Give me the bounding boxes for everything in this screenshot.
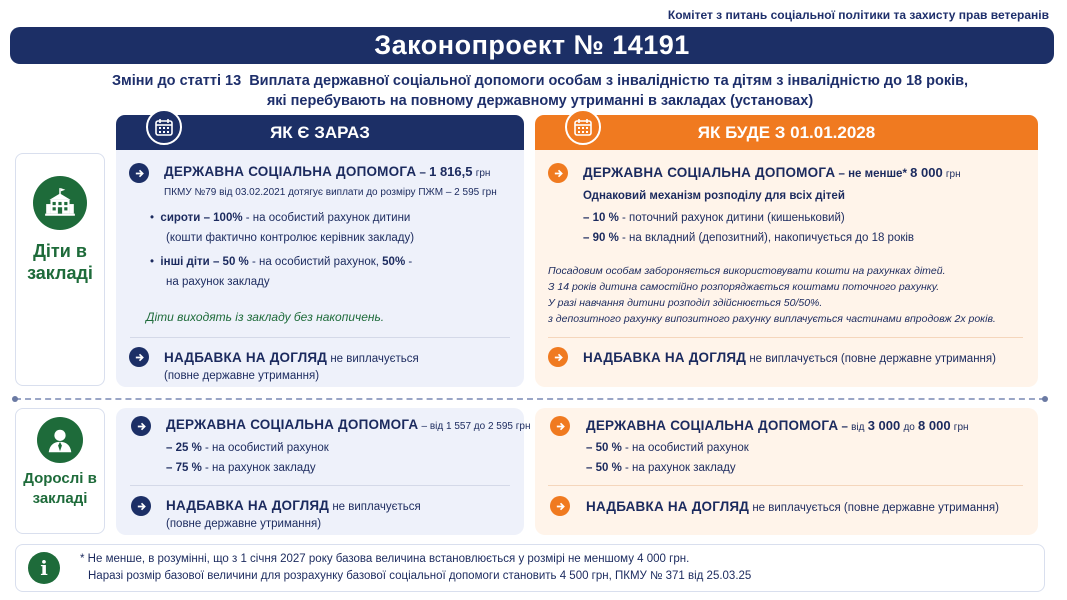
column-header-future [535,115,1038,150]
others-pct: – 50 % [212,256,249,268]
benefit-label: ДЕРЖАВНА СОЦІАЛЬНА ДОПОМОГА [164,164,417,179]
column-title-future: ЯК БУДЕ З 01.01.2028 [697,123,876,142]
personal-destination: - на особистий рахунок [625,442,749,454]
row-label-kids-line2: закладі [27,263,93,283]
arrow-right-icon [129,347,149,367]
benefit-dash: – [419,167,426,179]
footnote-line1: * Не менше, в розумінні, що з 1 січня 2027 року базова величина встановлюється у розмірі не меншому 4 000 грн. [80,553,690,565]
subtitle-lead: Зміни до статті 13 [111,73,242,89]
no-savings-note: Діти виходять із закладу без накопичень. [146,310,385,324]
others-tail: - [408,256,413,268]
arrow-right-icon [550,496,570,516]
care-status: не виплачується [330,353,419,365]
arrow-right-icon [131,416,151,436]
row-label-kids-line1: Діти в [33,241,87,261]
info-icon: i [28,552,60,584]
footnote-line2: Наразі розмір базової величини для розрахунку базової соціальної допомоги становить 4 500 грн, ПКМУ № 371 від 25.03.25 [88,570,752,582]
rule-4: з депозитного рахунку випозитного рахунку виплачується частинами впродовж 2х років. [548,313,996,325]
care-note: (повне державне утримання) [164,370,320,382]
arrow-right-icon [548,163,568,183]
orphans-pct: – 100% [203,212,243,224]
institution-pct: – 50 % [586,462,622,474]
benefit-unit: грн [475,168,491,179]
rule-3: У разі навчання дитини розподіл здійснюється 50/50%. [548,297,823,309]
column-header-now [116,115,524,150]
page-title: Законопроект № 14191 [10,27,1054,64]
personal-destination: - на особистий рахунок [205,442,329,454]
row-label-adults-line2: закладі [32,490,88,507]
row-label-kids [15,153,105,386]
benefit-unit: грн [945,169,961,180]
care-status: не виплачується (повне державне утримання) [749,353,996,365]
row-divider [15,398,1045,400]
care-note: (повне державне утримання) [166,518,322,530]
separator [548,485,1023,486]
others-destination: - на особистий рахунок, [251,256,379,268]
care-status: не виплачується [332,501,421,513]
benefit-amount: 1 816,5 [429,164,473,179]
pocket-destination: - поточний рахунок дитини (кишеньковий) [622,212,845,224]
arrow-right-icon [548,347,568,367]
row-label-adults-line1: Дорослі в [23,470,97,487]
subtitle-line2: які перебувають на повному державному утриманні в закладах (установах) [266,93,814,109]
benefit-to: до [903,422,915,433]
benefit-label: ДЕРЖАВНА СОЦІАЛЬНА ДОПОМОГА [166,417,419,432]
care-label: НАДБАВКА НА ДОГЛЯД [583,350,747,365]
personal-pct: – 50 % [586,442,622,454]
row-label-adults [15,408,105,534]
benefit-amount: 8 000 [910,165,943,180]
orphans-destination: - на особистий рахунок дитини [245,212,411,224]
deposit-pct: – 90 % [583,232,619,244]
benefit-label: ДЕРЖАВНА СОЦІАЛЬНА ДОПОМОГА [583,165,836,180]
separator [130,337,510,338]
orphans-label: сироти [160,212,201,224]
rule-2: З 14 років дитина самостійно розпоряджається коштами поточного рахунку. [548,281,940,293]
benefit-label: ДЕРЖАВНА СОЦІАЛЬНА ДОПОМОГА [586,418,839,433]
benefit-dash: – [841,421,848,433]
deposit-destination: - на вкладний (депозитний), накопичується до 18 років [622,232,915,244]
benefit-min: 3 000 [867,418,901,433]
care-status: не виплачується (повне державне утримання) [752,502,999,514]
arrow-right-icon [129,163,149,183]
care-label: НАДБАВКА НА ДОГЛЯД [166,498,330,513]
decree-ref: ПКМУ №79 [164,187,217,198]
others-label: інші діти [160,256,210,268]
decree-note: від 03.02.2021 дотягує виплати до розміру ПЖМ – 2 595 грн [219,187,497,198]
care-label: НАДБАВКА НА ДОГЛЯД [586,499,750,514]
benefit-minimum: – не менше* [838,168,907,180]
committee-name: Комітет з питань соціальної політики та захисту прав ветеранів [667,8,1049,22]
footnote-box [15,544,1045,592]
pocket-pct: – 10 % [583,212,619,224]
personal-pct: – 25 % [166,442,202,454]
mechanism-title: Однаковий механізм розподілу для всіх дітей [583,190,845,202]
institution-destination: - на рахунок закладу [205,462,316,474]
arrow-right-icon [550,416,570,436]
arrow-right-icon [131,496,151,516]
benefit-range: – від 1 557 до 2 595 грн [421,421,531,432]
column-title-now: ЯК Є ЗАРАЗ [270,123,370,142]
others-note: на рахунок закладу [166,276,270,288]
orphans-note: (кошти фактично контролює керівник закладу) [166,232,415,244]
others-pct2: 50% [382,256,406,268]
benefit-unit: грн [953,422,969,433]
school-building-icon [33,176,87,230]
institution-destination: - на рахунок закладу [625,462,736,474]
separator [130,485,510,486]
separator [548,337,1023,338]
subtitle-line1: Виплата державної соціальної допомоги особам з інвалідністю та дітям з інвалідністю до 18 років, [249,73,969,89]
care-label: НАДБАВКА НА ДОГЛЯД [164,350,328,365]
rule-1: Посадовим особам забороняється використовувати кошти на рахунках дітей. [548,265,946,277]
person-icon [37,417,83,463]
subtitle [60,71,1020,111]
benefit-from: від [851,422,865,433]
benefit-max: 8 000 [918,418,951,433]
institution-pct: – 75 % [166,462,202,474]
